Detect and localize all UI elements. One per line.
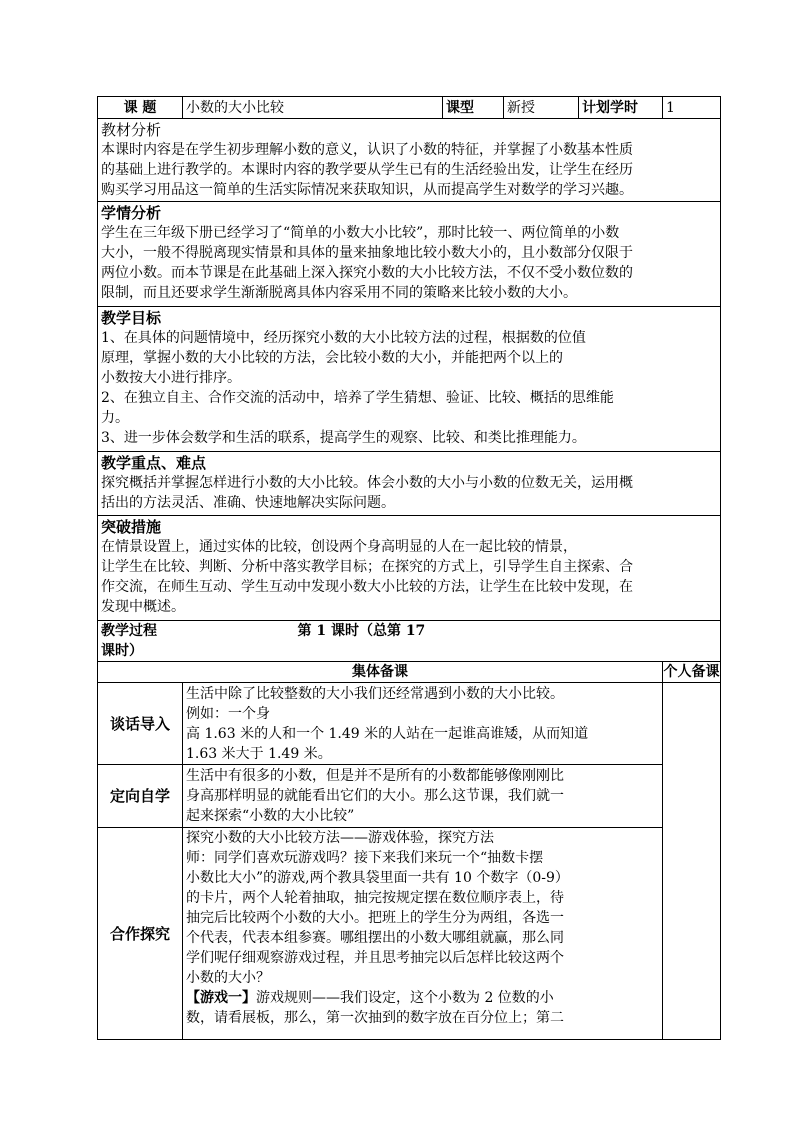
step-name: 合作探究	[98, 828, 183, 1040]
measures-section	[98, 516, 721, 621]
step-name: 谈话导入	[98, 683, 183, 765]
analysis-title: 教材分析	[101, 121, 162, 139]
learner-line: 两位小数。而本节课是在此基础上深入探究小数的大小比较方法，不仅不受小数位数的	[101, 265, 633, 281]
game-tag: 【游戏一】	[186, 990, 256, 1006]
learner-line: 学生在三年级下册已经学习了“简单的小数大小比较”，那时比较一、两位简单的小数	[101, 225, 620, 241]
step-line: 数，请看展板，那么，第一次抽到的数字放在百分位上；第二	[186, 1010, 564, 1026]
game-rule-text: ——我们设定，这个小数为 2 位数的小	[312, 990, 554, 1006]
type-label: 课型	[443, 97, 504, 119]
measures-line: 让学生在比较、判断、分析中落实教学目标；在探究的方式上，引导学生自主探索、合	[101, 559, 633, 575]
hours-label: 计划学时	[579, 97, 663, 119]
process-row	[98, 621, 721, 662]
hours-value: 1	[663, 97, 721, 119]
step-line: 例如：一个身	[186, 706, 270, 722]
step-line: 的卡片，两个人轮着抽取，抽完按规定摆在数位顺序表上，待	[186, 890, 564, 906]
process-blank	[443, 621, 721, 662]
keypoints-section	[98, 452, 721, 516]
goals-line: 力。	[101, 410, 129, 426]
learner-line: 大小，一般不得脱离现实情景和具体的量来抽象地比较小数大小的，且小数部分仅限于	[101, 245, 633, 261]
learner-row	[98, 202, 721, 307]
personal-prep-column	[663, 683, 721, 1040]
goals-line: 原理，掌握小数的大小比较的方法，会比较小数的大小，并能把两个以上的	[101, 350, 563, 366]
game-line	[186, 988, 659, 1008]
step-line: 高 1.63 米的人和一个 1.49 米的人站在一起谁高谁矮，从而知道	[186, 726, 589, 742]
lesson-plan	[97, 96, 720, 1040]
analysis-line: 购买学习用品这一简单的生活实际情况来获取知识，从而提高学生对数学的学习兴趣。	[101, 182, 633, 198]
lesson-plan-table	[97, 96, 721, 1040]
keypoints-row	[98, 452, 721, 516]
game-rule-label: 游戏规则	[256, 990, 312, 1006]
learner-title: 学情分析	[101, 204, 162, 222]
header-row	[98, 97, 721, 119]
process-cell	[98, 621, 443, 662]
measures-line: 发现中概述。	[101, 599, 185, 615]
step-line: 小数的大小？	[186, 970, 270, 986]
step-content	[183, 683, 663, 765]
process-label: 教学过程	[101, 623, 157, 639]
type-value: 新授	[504, 97, 579, 119]
measures-line: 作交流，在师生互动、学生互动中发现小数大小比较的方法，让学生在比较中发现，在	[101, 579, 633, 595]
goals-title: 教学目标	[101, 309, 162, 327]
measures-row	[98, 516, 721, 621]
goals-line: 1、在具体的问题情境中，经历探究小数的大小比较方法的过程，根据数的位值	[101, 330, 586, 346]
step-content	[183, 828, 663, 1040]
group-prep-header: 集体备课	[98, 662, 663, 683]
goals-row	[98, 307, 721, 452]
analysis-row	[98, 119, 721, 202]
step-line: 学们呢仔细观察游戏过程，并且思考抽完以后怎样比较这两个	[186, 950, 564, 966]
step-line: 抽完后比较两个小数的大小。把班上的学生分为两组，各选一	[186, 910, 564, 926]
session-label: 第 1 课时（总第 17 课时）	[101, 623, 426, 659]
step-line: 师：同学们喜欢玩游戏吗？接下来我们来玩一个“抽数卡摆	[186, 850, 544, 866]
step-line: 生活中有很多的小数，但是并不是所有的小数都能够像刚刚比	[186, 768, 564, 784]
learner-section	[98, 202, 721, 307]
analysis-line: 的基础上进行教学的。本课时内容的教学要从学生已有的生活经验出发，让学生在经历	[101, 162, 633, 178]
step-line: 1.63 米大于 1.49 米。	[186, 746, 332, 762]
step-line: 生活中除了比较整数的大小我们还经常遇到小数的大小比较。	[186, 686, 564, 702]
column-header-row	[98, 662, 721, 683]
step-line: 个代表，代表本组参赛。哪组摆出的小数大哪组就赢，那么同	[186, 930, 564, 946]
step-content	[183, 765, 663, 828]
measures-line: 在情景设置上，通过实体的比较，创设两个身高明显的人在一起比较的情景，	[101, 539, 577, 555]
goals-section	[98, 307, 721, 452]
analysis-line: 本课时内容是在学生初步理解小数的意义，认识了小数的特征，并掌握了小数基本性质	[101, 142, 633, 158]
learner-line: 限制，而且还要求学生渐渐脱离具体内容采用不同的策略来比较小数的大小。	[101, 285, 577, 301]
personal-prep-header: 个人备课	[663, 662, 721, 683]
goals-line: 3、进一步体会数学和生活的联系，提高学生的观察、比较、和类比推理能力。	[101, 430, 586, 446]
step-name: 定向自学	[98, 765, 183, 828]
step-line: 小数比大小”的游戏,两个教具袋里面一共有 10 个数字（0-9）	[186, 870, 569, 886]
step-line: 探究小数的大小比较方法——游戏体验，探究方法	[186, 830, 494, 846]
measures-title: 突破措施	[101, 518, 162, 536]
step-row-self-study	[98, 765, 721, 828]
keypoints-line: 括出的方法灵活、准确、快速地解决实际问题。	[101, 495, 395, 511]
topic-value: 小数的大小比较	[183, 97, 443, 119]
goals-line: 2、在独立自主、合作交流的活动中，培养了学生猜想、验证、比较、概括的思维能	[101, 390, 614, 406]
step-line: 起来探索“小数的大小比较”	[186, 808, 355, 824]
goals-line: 小数按大小进行排序。	[101, 370, 241, 386]
keypoints-line: 探究概括并掌握怎样进行小数的大小比较。体会小数的大小与小数的位数无关，运用概	[101, 475, 633, 491]
step-row-explore	[98, 828, 721, 1040]
keypoints-title: 教学重点、难点	[101, 454, 207, 472]
step-line: 身高那样明显的就能看出它们的大小。那么这节课，我们就一	[186, 788, 564, 804]
topic-label: 课 题	[98, 97, 183, 119]
step-row-intro	[98, 683, 721, 765]
analysis-section	[98, 119, 721, 202]
